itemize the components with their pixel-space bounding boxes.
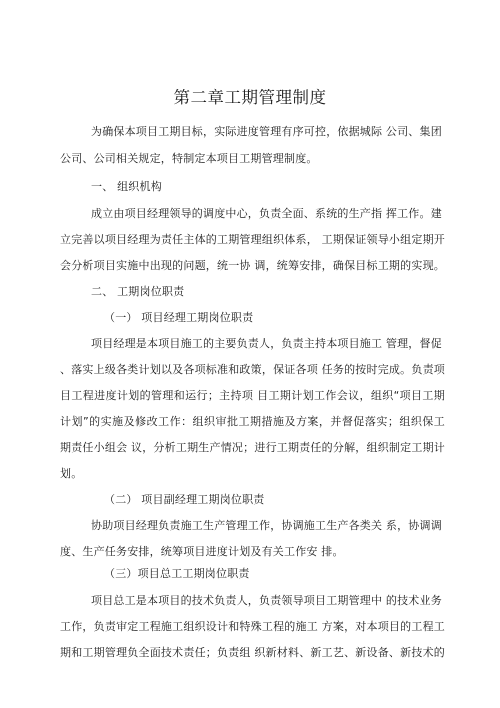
paragraph-line: 工作，负责审定工程施工组织设计和特殊工程的施工 方案，对本项目的工程工 xyxy=(60,620,445,633)
paragraph-line: 协助项目经理负责施工生产管理工作，协调施工生产各类关 系，协调调 xyxy=(91,519,442,532)
section-heading: 一、 组织机构 xyxy=(91,180,162,193)
paragraph-line: 会分析项目实施中出现的问题，统一协 调，统筹安排，确保目标工期的实现。 xyxy=(60,259,445,272)
subsection-heading: （二） 项目副经理工期岗位职责 xyxy=(104,493,265,506)
subsection-heading: （三）项目总工工期岗位职责 xyxy=(104,567,250,580)
paragraph-line: 为确保本项目工期目标，实际进度管理有序可控，依据城际 公司、集团 xyxy=(91,125,442,138)
paragraph-line: 目工程进度计划的管理和运行；主持项 目工期计划工作会议，组织“项目工期 xyxy=(60,389,445,402)
paragraph-line: 期和工期管理负全面技术责任；负责组 织新材料、新工艺、新设备、新技术的 xyxy=(60,646,445,659)
section-heading: 二、 工期岗位职责 xyxy=(91,285,185,298)
paragraph-line: 度、生产任务安排，统筹项目进度计划及有关工作安 排。 xyxy=(60,545,344,558)
subsection-heading: （一） 项目经理工期岗位职责 xyxy=(104,311,254,324)
paragraph-line: 、落实上级各类计划以及各项标准和政策，保证各项 任务的按时完成。负责项 xyxy=(60,363,445,376)
paragraph-line: 划。 xyxy=(60,467,83,480)
paragraph-line: 计划”的实施及修改工作：组织审批工期措施及方案，并督促落实；组织保工 xyxy=(60,415,445,428)
paragraph-line: 期责任小组会 议，分析工期生产情况；进行工期责任的分解，组织制定工期计 xyxy=(60,441,445,454)
paragraph-line: 项目经理是本项目施工的主要负责人，负责主持本项目施工 管理，督促 xyxy=(91,337,442,350)
page-title: 第二章工期管理制度 xyxy=(173,88,327,107)
paragraph-line: 项目总工是本项目的技术负责人，负责领导项目工期管理中 的技术业务 xyxy=(91,594,442,607)
paragraph-line: 公司、公司相关规定，特制定本项目工期管理制度。 xyxy=(60,152,318,165)
paragraph-line: 立完善以项目经理为责任主体的工期管理组织体系， 工期保证领导小组定期开 xyxy=(60,233,445,246)
paragraph-line: 成立由项目经理领导的调度中心，负责全面、系统的生产指 挥工作。建 xyxy=(91,207,442,220)
